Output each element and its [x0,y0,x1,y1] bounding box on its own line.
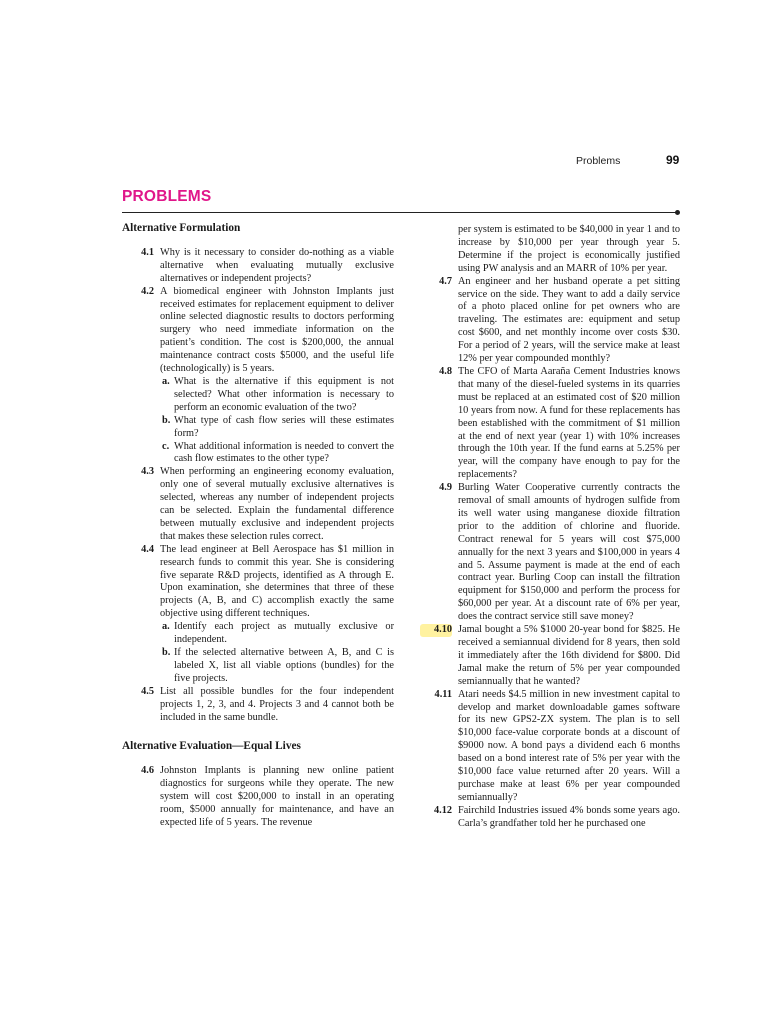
part-letter: a. [162,621,170,633]
problem-4-5 [122,686,394,725]
problem-4-6 [122,765,394,830]
problem-number: 4.3 [141,466,154,478]
problem-text: Fairchild Industries issued 4% bonds some years ago. Carla’s grandfather told her he purchased one [458,804,680,829]
problem-number: 4.2 [141,285,154,297]
part-letter: b. [162,647,171,658]
problem-4-4-part-a [122,621,394,647]
problem-text: The lead engineer at Bell Aerospace has $1 million in research funds to commit this year. She is considering five separate R&D projects, identified as A through E. Upon examination, she determines that three of these projects (A, B, and C) accomplish exactly the same objective using different techniques. [160,543,394,620]
left-column [122,222,394,830]
problem-4-11 [420,689,680,805]
problem-number: 4.6 [141,765,154,777]
problem-4-2-part-c [122,441,394,467]
problem-number: 4.7 [439,275,452,287]
problem-4-10 [420,624,680,689]
problem-text: When performing an engineering economy evaluation, only one of several mutually exclusive alternatives is selected, whereas any number of independent projects can be selected. Explain the fundamental difference between mutually exclusive and independent projects that makes these selection rules correct. [160,466,394,542]
part-text: If the selected alternative between A, B, and C is labeled X, list all viable options (bundles) for the five projects. [174,647,394,684]
problem-4-2 [122,286,394,376]
problem-number: 4.12 [433,804,452,816]
part-letter: a. [162,375,170,387]
problem-4-2-part-b [122,415,394,441]
title-rule-dot [675,210,680,215]
problem-4-3 [122,466,394,543]
problem-4-6-continued: per system is estimated to be $40,000 in year 1 and to increase by $10,000 per year through year 5. Determine if the project is economically justified using PW analysis and an MARR of 10% per year. [458,224,680,274]
problem-4-8 [420,366,680,482]
problem-number: 4.11 [434,688,452,700]
problem-text: Burling Water Cooperative currently contracts the removal of small amounts of hydrogen sulfide from its well water using manganese dioxide filtration prior to the addition of chlorine and fluoride. Contract renewal for 5 years will cost $75,000 annually for the next 3 years and $100,000 in years 4 and 5. Assume payment is made at the end of each contract year. Burling Coop can install the filtration equipment for $150,000 and perform the process for $60,000 per year. At a discount rate of 6% per year, does the contract service still save money? [458,482,680,623]
problem-4-12 [420,805,680,831]
part-text: What is the alternative if this equipment is not selected? What other information is necessary to perform an economic evaluation of the two? [174,375,394,413]
part-text: What type of cash flow series will these estimates form? [174,414,394,439]
problem-number: 4.1 [141,246,154,258]
problem-4-2-part-a [122,376,394,415]
problem-number: 4.8 [439,365,452,377]
problem-text: Why is it necessary to consider do-nothing as a viable alternative when evaluating mutually exclusive alternatives or independent projects? [160,246,394,284]
right-column [420,224,680,831]
problem-4-1 [122,247,394,286]
problem-4-7 [420,276,680,366]
problem-number: 4.5 [141,685,154,697]
page-number: 99 [666,153,680,167]
problem-4-9 [420,482,680,624]
problem-4-4-part-b [122,647,394,686]
problem-text: An engineer and her husband operate a pet sitting service on the side. They want to add a daily service of a photo placed online for pet owners who are traveling. The estimates are: equipment and setup cost $600, and net monthly income over costs $30. For a period of 2 years, will the service make at least 12% per year compounded monthly? [458,275,680,365]
section-heading-equal-lives: Alternative Evaluation—Equal Lives [122,740,301,753]
problem-number-highlighted: 4.10 [420,624,452,637]
section-heading-alternative-formulation: Alternative Formulation [122,222,241,234]
running-header-section: Problems [576,155,621,167]
part-letter: b. [162,414,171,426]
part-text: Identify each project as mutually exclusive or independent. [174,621,394,646]
title-rule [122,212,677,213]
problem-number: 4.4 [141,543,154,555]
problem-text: Jamal bought a 5% $1000 20-year bond for $825. He received a semiannual dividend for 8 years, then sold it immediately after the 16th dividend for $800. Did Jamal make the return of 5% per year compounded semiannually that he wanted? [458,624,680,687]
problem-text: The CFO of Marta Aaraña Cement Industries knows that many of the diesel-fueled systems in its quarries must be replaced at an estimated cost of $20 million 10 years from now. A fund for these replacements has been established with the commitment of $1 million at the end of next year (year 1) with 10% increases through the 10th year. If the fund earns at 5.25% per year, will the company have enough to pay for the replacements? [458,365,680,481]
problem-number: 4.9 [439,482,452,494]
part-letter: c. [162,440,170,452]
problem-text: List all possible bundles for the four independent projects 1, 2, 3, and 4. Projects 3 and 4 cannot both be included in the same bundle. [160,685,394,723]
problem-4-4 [122,544,394,621]
problem-text: Johnston Implants is planning new online patient diagnostics for surgeons while they operate. The new system will cost $200,000 to install in an operating room, $5000 annually for maintenance, and have an expected life of 5 years. The revenue [160,765,394,828]
page-title: PROBLEMS [122,188,212,205]
problem-text: Atari needs $4.5 million in new investment capital to develop and market downloadable games software for its new GPS2-ZX system. The plan is to sell $10,000 face-value corporate bonds at a discount of $9000 now. A bond pays a dividend each 6 months based on a bond interest rate of 5% per year with the $10,000 face value returned after 20 years. Will a purchase make at least 6% per year compounded semiannually? [458,688,680,803]
part-text: What additional information is needed to convert the cash flow estimates to the other type? [174,440,394,465]
problem-text: A biomedical engineer with Johnston Implants just received estimates for replacement equipment to deliver online selected diagnostic results to doctors performing surgery who need immediate information on the patient’s condition. The cost is $200,000, the annual maintenance contract costs $5000, and the useful life (technologically) is 5 years. [160,285,394,375]
